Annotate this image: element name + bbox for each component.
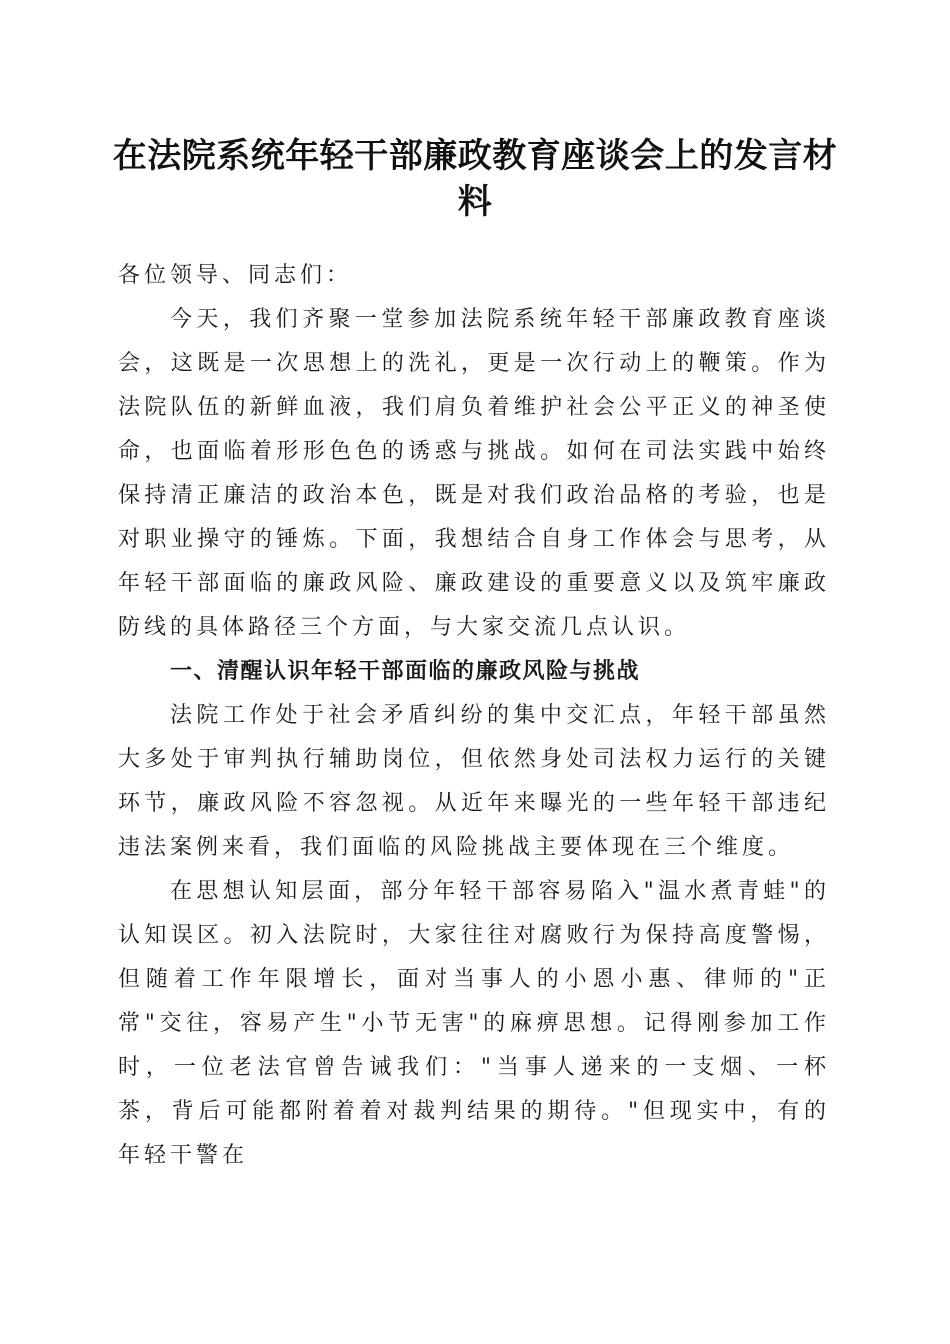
intro-paragraph: 今天，我们齐聚一堂参加法院系统年轻干部廉政教育座谈会，这既是一次思想上的洗礼，更是一次行动上的鞭策。作为法院队伍的新鲜血液，我们肩负着维护社会公平正义的神圣使命，也面临着形形色色的诱惑与挑战。如何在司法实践中始终保持清正廉洁的政治本色，既是对我们政治品格的考验，也是对职业操守的锤炼。下面，我想结合自身工作体会与思考，从年轻干部面临的廉政风险、廉政建设的重要意义以及筑牢廉政防线的具体路径三个方面，与大家交流几点认识。 <box>118 307 830 640</box>
greeting: 各位领导、同志们： <box>118 263 353 288</box>
document-body <box>118 254 830 1178</box>
section-paragraph: 法院工作处于社会矛盾纠纷的集中交汇点，年轻干部虽然大多处于审判执行辅助岗位，但依然身处司法权力运行的关键环节，廉政风险不容忽视。从近年来曝光的一些年轻干部违纪违法案例来看，我们面临的风险挑战主要体现在三个维度。 <box>118 703 830 860</box>
section-paragraph: 在思想认知层面，部分年轻干部容易陷入"温水煮青蛙"的认知误区。初入法院时，大家往往对腐败行为保持高度警惕，但随着工作年限增长，面对当事人的小恩小惠、律师的"正常"交往，容易产生"小节无害"的麻痹思想。记得刚参加工作时，一位老法官曾告诫我们："当事人递来的一支烟、一杯茶，背后可能都附着着对裁判结果的期待。"但现实中，有的年轻干警在 <box>118 879 830 1168</box>
section-heading: 一、清醒认识年轻干部面临的廉政风险与挑战 <box>170 659 641 684</box>
document-title: 在法院系统年轻干部廉政教育座谈会上的发言材料 <box>112 136 838 222</box>
